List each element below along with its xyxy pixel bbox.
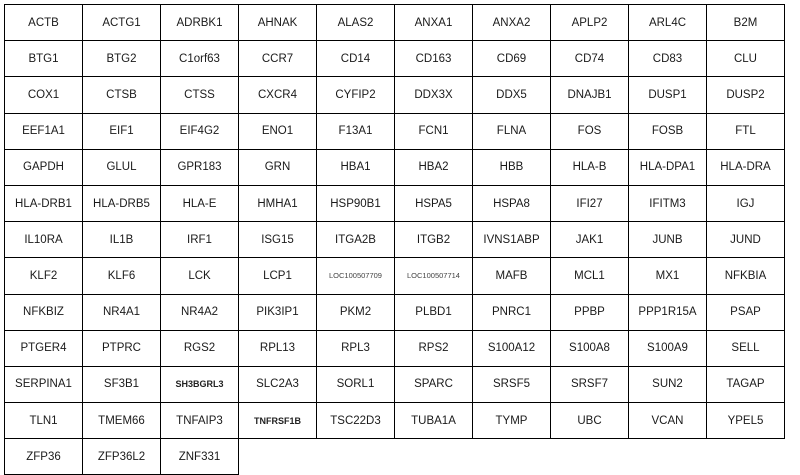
gene-cell: JUND <box>707 222 785 258</box>
gene-cell: LOC100507709 <box>317 258 395 294</box>
gene-cell: AHNAK <box>239 5 317 41</box>
gene-cell: NR4A1 <box>83 294 161 330</box>
gene-cell: FLNA <box>473 113 551 149</box>
table-row <box>5 113 785 149</box>
empty-cell <box>707 439 785 475</box>
gene-cell: IL10RA <box>5 222 83 258</box>
empty-cell <box>317 439 395 475</box>
gene-cell: HLA-DRB5 <box>83 185 161 221</box>
gene-cell: DDX5 <box>473 77 551 113</box>
gene-cell: HSP90B1 <box>317 185 395 221</box>
gene-cell: GLUL <box>83 149 161 185</box>
gene-cell: CTSB <box>83 77 161 113</box>
gene-cell: KLF6 <box>83 258 161 294</box>
table-row <box>5 366 785 402</box>
gene-cell: SH3BGRL3 <box>161 366 239 402</box>
gene-cell: RPL13 <box>239 330 317 366</box>
gene-cell: CTSS <box>161 77 239 113</box>
gene-cell: TAGAP <box>707 366 785 402</box>
gene-cell: GRN <box>239 149 317 185</box>
gene-cell: CD74 <box>551 41 629 77</box>
gene-cell: TNFRSF1B <box>239 403 317 439</box>
gene-cell: B2M <box>707 5 785 41</box>
gene-cell: PSAP <box>707 294 785 330</box>
gene-cell: S100A8 <box>551 330 629 366</box>
gene-cell: CD14 <box>317 41 395 77</box>
gene-cell: ACTG1 <box>83 5 161 41</box>
gene-cell: IVNS1ABP <box>473 222 551 258</box>
gene-cell: PPP1R15A <box>629 294 707 330</box>
gene-cell: TNFAIP3 <box>161 403 239 439</box>
gene-cell: MX1 <box>629 258 707 294</box>
gene-cell: HLA-B <box>551 149 629 185</box>
gene-cell: TLN1 <box>5 403 83 439</box>
gene-cell: ITGA2B <box>317 222 395 258</box>
gene-cell: ITGB2 <box>395 222 473 258</box>
gene-cell: C1orf63 <box>161 41 239 77</box>
gene-cell: CLU <box>707 41 785 77</box>
table-row <box>5 222 785 258</box>
gene-cell: SUN2 <box>629 366 707 402</box>
gene-cell: ANXA1 <box>395 5 473 41</box>
gene-cell: SRSF7 <box>551 366 629 402</box>
gene-cell: SORL1 <box>317 366 395 402</box>
gene-cell: HSPA8 <box>473 185 551 221</box>
gene-cell: ALAS2 <box>317 5 395 41</box>
table-row <box>5 258 785 294</box>
gene-cell: MAFB <box>473 258 551 294</box>
gene-cell: HLA-DPA1 <box>629 149 707 185</box>
gene-cell: ISG15 <box>239 222 317 258</box>
gene-cell: ADRBK1 <box>161 5 239 41</box>
gene-cell: TYMP <box>473 403 551 439</box>
gene-cell: HBA1 <box>317 149 395 185</box>
table-row <box>5 41 785 77</box>
gene-cell: SERPINA1 <box>5 366 83 402</box>
empty-cell <box>629 439 707 475</box>
gene-cell: F13A1 <box>317 113 395 149</box>
gene-cell: MCL1 <box>551 258 629 294</box>
gene-cell: GPR183 <box>161 149 239 185</box>
gene-cell: CD163 <box>395 41 473 77</box>
gene-cell: PIK3IP1 <box>239 294 317 330</box>
gene-cell: UBC <box>551 403 629 439</box>
gene-cell: IFITM3 <box>629 185 707 221</box>
empty-cell <box>239 439 317 475</box>
table-row <box>5 403 785 439</box>
gene-cell: CXCR4 <box>239 77 317 113</box>
gene-cell: TUBA1A <box>395 403 473 439</box>
gene-cell: ENO1 <box>239 113 317 149</box>
gene-cell: HSPA5 <box>395 185 473 221</box>
gene-cell: EIF4G2 <box>161 113 239 149</box>
gene-cell: DNAJB1 <box>551 77 629 113</box>
gene-cell: NR4A2 <box>161 294 239 330</box>
gene-cell: ACTB <box>5 5 83 41</box>
gene-cell: FTL <box>707 113 785 149</box>
gene-cell: SELL <box>707 330 785 366</box>
gene-cell: PTPRC <box>83 330 161 366</box>
gene-cell: PTGER4 <box>5 330 83 366</box>
gene-cell: IGJ <box>707 185 785 221</box>
gene-cell: DDX3X <box>395 77 473 113</box>
gene-cell: BTG2 <box>83 41 161 77</box>
gene-cell: APLP2 <box>551 5 629 41</box>
gene-cell: ZNF331 <box>161 439 239 475</box>
gene-cell: RPS2 <box>395 330 473 366</box>
empty-cell <box>551 439 629 475</box>
gene-cell: TMEM66 <box>83 403 161 439</box>
gene-cell: EIF1 <box>83 113 161 149</box>
gene-cell: FOS <box>551 113 629 149</box>
gene-cell: JUNB <box>629 222 707 258</box>
gene-cell: ZFP36 <box>5 439 83 475</box>
gene-cell: PNRC1 <box>473 294 551 330</box>
gene-cell: DUSP1 <box>629 77 707 113</box>
gene-cell: SRSF5 <box>473 366 551 402</box>
gene-cell: IL1B <box>83 222 161 258</box>
gene-cell: PLBD1 <box>395 294 473 330</box>
gene-cell: HMHA1 <box>239 185 317 221</box>
gene-cell: SLC2A3 <box>239 366 317 402</box>
gene-cell: CYFIP2 <box>317 77 395 113</box>
table-row <box>5 294 785 330</box>
gene-cell: NFKBIA <box>707 258 785 294</box>
gene-cell: KLF2 <box>5 258 83 294</box>
gene-cell: NFKBIZ <box>5 294 83 330</box>
gene-cell: DUSP2 <box>707 77 785 113</box>
gene-cell: SPARC <box>395 366 473 402</box>
gene-cell: RPL3 <box>317 330 395 366</box>
gene-cell: HBB <box>473 149 551 185</box>
gene-cell: S100A12 <box>473 330 551 366</box>
gene-cell: CCR7 <box>239 41 317 77</box>
gene-cell: RGS2 <box>161 330 239 366</box>
gene-cell: HLA-DRA <box>707 149 785 185</box>
gene-cell: ARL4C <box>629 5 707 41</box>
gene-cell: GAPDH <box>5 149 83 185</box>
gene-cell: IFI27 <box>551 185 629 221</box>
gene-cell: CD83 <box>629 41 707 77</box>
gene-cell: YPEL5 <box>707 403 785 439</box>
gene-cell: IRF1 <box>161 222 239 258</box>
gene-cell: S100A9 <box>629 330 707 366</box>
gene-cell: LCK <box>161 258 239 294</box>
gene-cell: HBA2 <box>395 149 473 185</box>
gene-cell: CD69 <box>473 41 551 77</box>
gene-cell: TSC22D3 <box>317 403 395 439</box>
gene-cell: SF3B1 <box>83 366 161 402</box>
empty-cell <box>473 439 551 475</box>
table-row <box>5 77 785 113</box>
table-row <box>5 185 785 221</box>
gene-table-body <box>5 5 785 475</box>
gene-cell: FOSB <box>629 113 707 149</box>
gene-table <box>4 4 785 475</box>
gene-cell: COX1 <box>5 77 83 113</box>
gene-cell: PKM2 <box>317 294 395 330</box>
gene-cell: FCN1 <box>395 113 473 149</box>
gene-cell: VCAN <box>629 403 707 439</box>
gene-cell: LCP1 <box>239 258 317 294</box>
gene-cell: LOC100507714 <box>395 258 473 294</box>
gene-cell: ZFP36L2 <box>83 439 161 475</box>
table-row <box>5 439 785 475</box>
gene-cell: JAK1 <box>551 222 629 258</box>
table-row <box>5 5 785 41</box>
gene-cell: HLA-DRB1 <box>5 185 83 221</box>
gene-cell: EEF1A1 <box>5 113 83 149</box>
table-row <box>5 149 785 185</box>
empty-cell <box>395 439 473 475</box>
gene-cell: PPBP <box>551 294 629 330</box>
gene-cell: HLA-E <box>161 185 239 221</box>
gene-cell: ANXA2 <box>473 5 551 41</box>
gene-cell: BTG1 <box>5 41 83 77</box>
table-row <box>5 330 785 366</box>
